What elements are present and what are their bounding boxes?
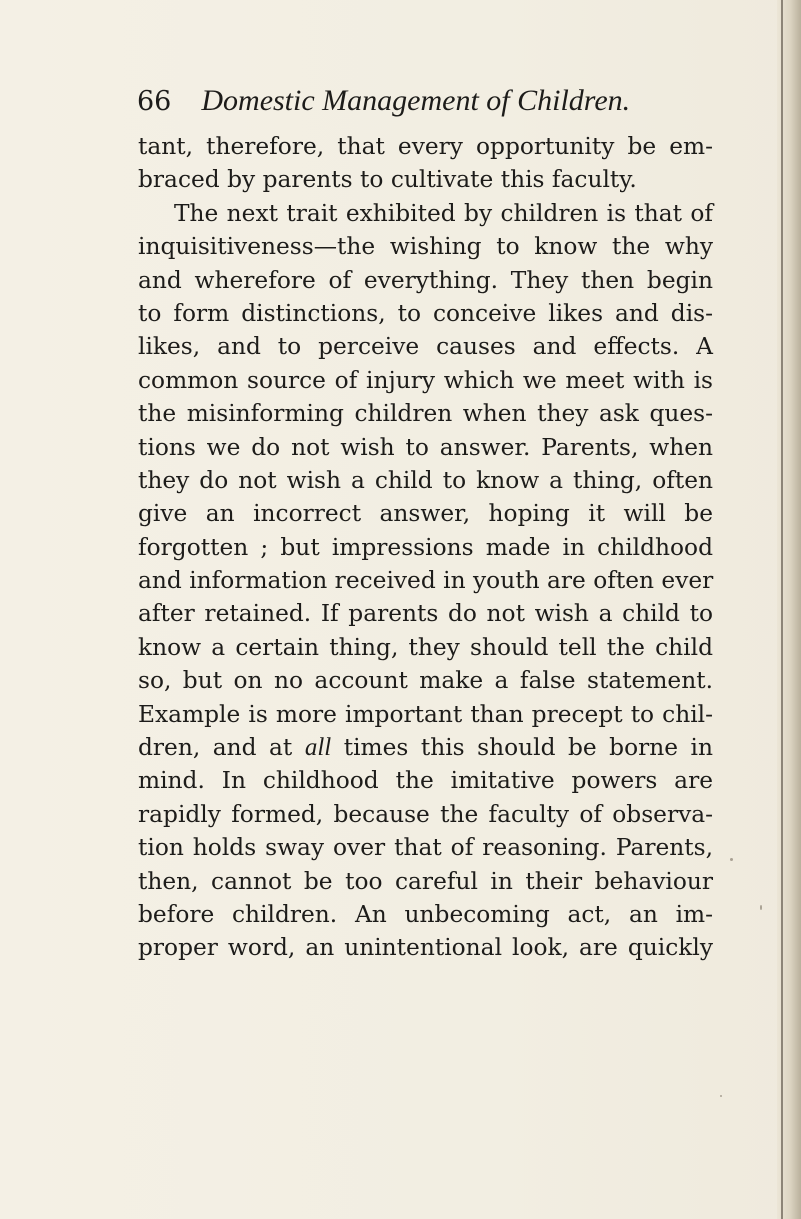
text-line: before children. An unbecoming act, an im- (138, 900, 713, 928)
text-line: they do not wish a child to know a thing, often (138, 466, 713, 494)
binding-edge (781, 0, 783, 1219)
text-line: so, but on no account make a false statement. (138, 667, 713, 695)
text-line: and information received in youth are often ever (138, 567, 714, 595)
text-line: tion holds sway over that of reasoning. Parents, (138, 834, 713, 862)
paragraph-start: The next trait exhibited by children is that of (174, 199, 713, 227)
text-line: inquisitiveness—the wishing to know the why (138, 233, 713, 261)
text-line: common source of injury which we meet with is (138, 366, 713, 394)
text-line: the misinforming children when they ask ques- (138, 400, 713, 428)
emphasis-all: all (304, 734, 332, 762)
text-line-with-italic (138, 731, 713, 764)
text-line: Example is more important than precept to chil- (138, 700, 713, 728)
text-line: give an incorrect answer, hoping it will be (138, 500, 713, 528)
text-line: proper word, an unintentional look, are quickly (138, 934, 713, 962)
running-title: Domestic Management of Children. (201, 84, 631, 117)
text-line: then, cannot be too careful in their behaviour (138, 867, 713, 895)
text-line: to form distinctions, to conceive likes and dis- (138, 299, 713, 327)
page-header (137, 84, 737, 124)
paper-speck (760, 905, 762, 910)
text-line: tant, therefore, that every opportunity be em- (138, 133, 713, 160)
paper-speck (720, 1095, 722, 1097)
paper-speck (730, 858, 733, 861)
text-line: likes, and to perceive causes and effects. A (138, 333, 713, 361)
text-line: know a certain thing, they should tell the child (138, 633, 713, 661)
body-text (138, 130, 713, 965)
text-line: after retained. If parents do not wish a child to (138, 600, 713, 628)
page-number: 66 (137, 86, 172, 117)
text-line: and wherefore of everything. They then begin (138, 266, 713, 294)
line-segment: times this should be borne in (343, 734, 714, 762)
text-line: rapidly formed, because the faculty of observa- (138, 800, 713, 828)
text-line: forgotten ; but impressions made in childhood (138, 533, 713, 561)
text-line: tions we do not wish to answer. Parents, when (138, 433, 713, 461)
text-line: mind. In childhood the imitative powers are (138, 767, 713, 795)
text-line: braced by parents to cultivate this faculty. (138, 166, 637, 194)
line-segment: dren, and at (138, 734, 293, 762)
